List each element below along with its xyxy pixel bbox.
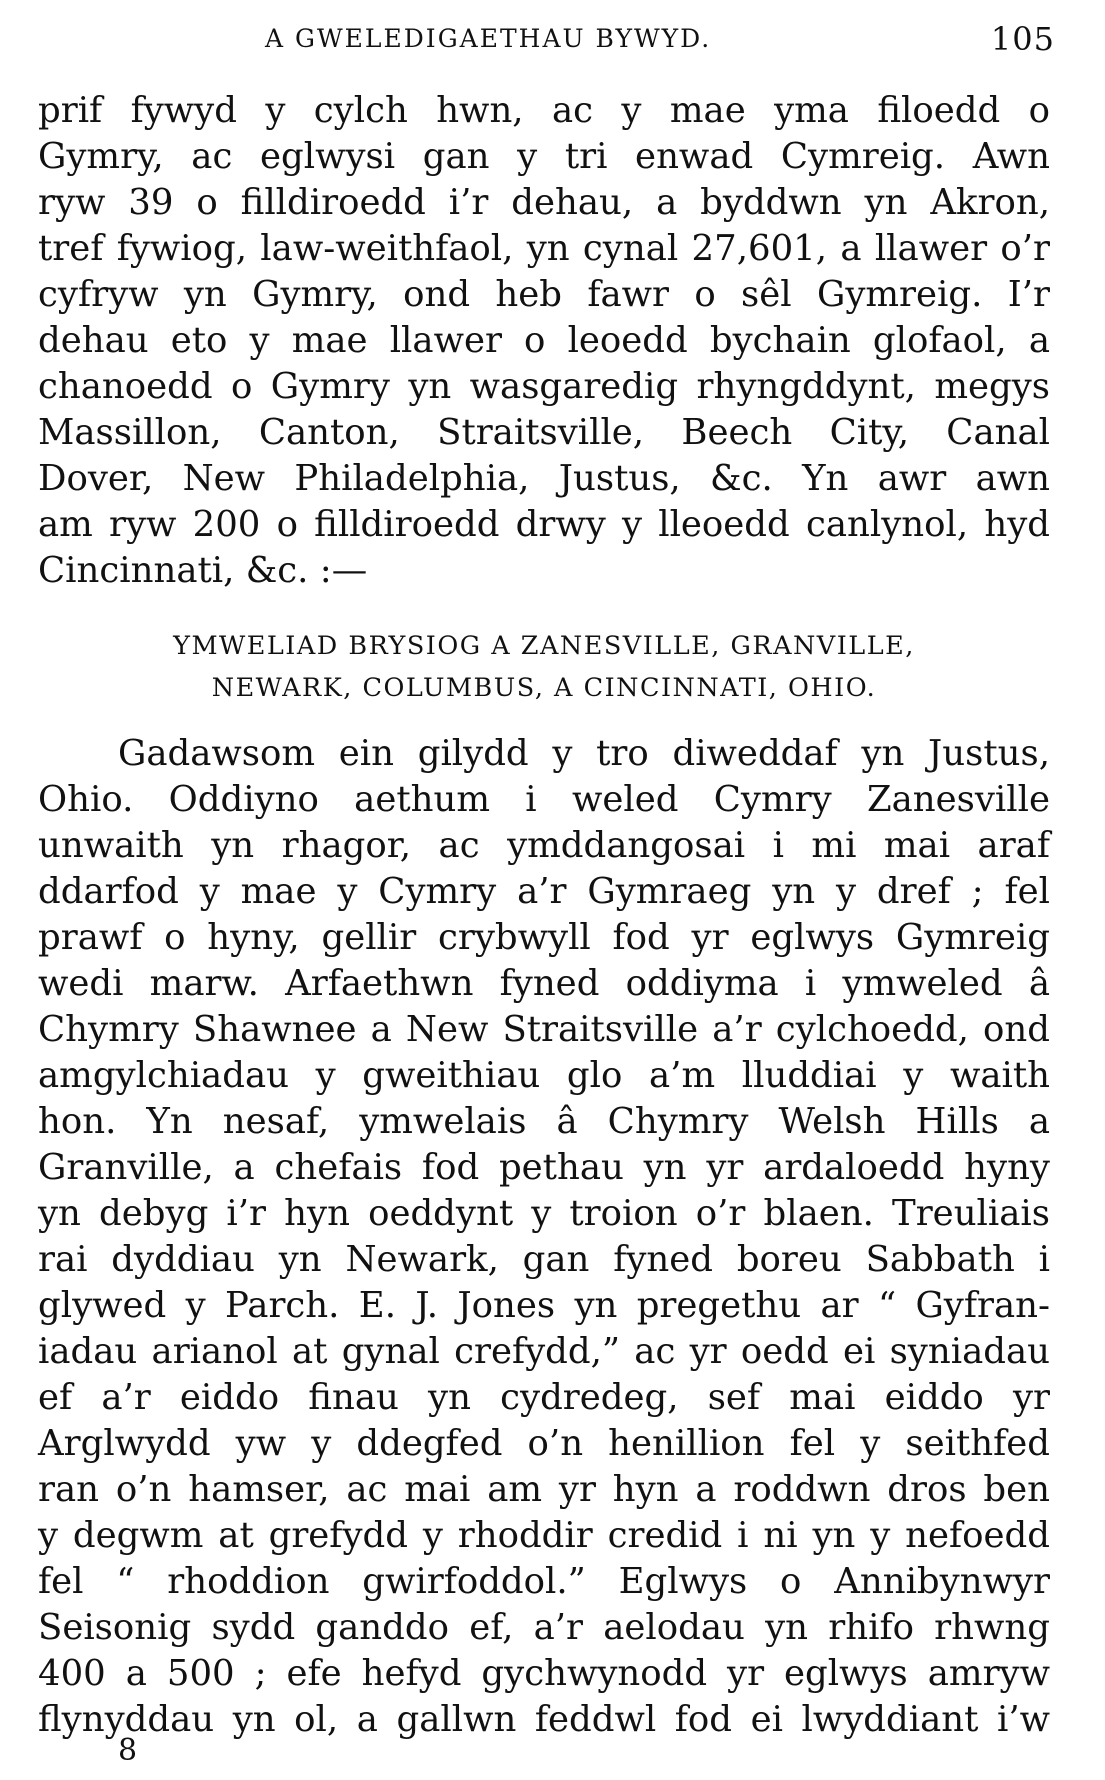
text-line: Massillon, Canton, Straitsville, Beech City, Canal	[38, 412, 1050, 453]
section-heading-line: NEWARK, COLUMBUS, A CINCINNATI, OHIO.	[211, 673, 877, 703]
text-line: hon. Yn nesaf, ymwelais â Chymry Welsh Hills a	[38, 1101, 1050, 1142]
section-heading-line: YMWELIAD BRYSIOG A ZANESVILLE, GRANVILLE,	[173, 631, 915, 661]
text-line: Gadawsom ein gilydd y tro diweddaf yn Justus,	[118, 733, 1050, 774]
text-line: prif fywyd y cylch hwn, ac y mae yma filoedd o	[38, 90, 1050, 131]
text-line: Dover, New Philadelphia, Justus, &c. Yn awr awn	[38, 458, 1050, 499]
text-line: unwaith yn rhagor, ac ymddangosai i mi mai araf	[38, 825, 1050, 866]
text-line: tref fywiog, law-weithfaol, yn cynal 27,601, a llawer o’r	[38, 228, 1050, 269]
text-line: Cincinnati, &c. :—	[38, 550, 368, 591]
text-line: Gymry, ac eglwysi gan y tri enwad Cymreig. Awn	[38, 136, 1050, 177]
text-line: am ryw 200 o filldiroedd drwy y lleoedd canlynol, hyd	[38, 504, 1050, 545]
text-line: ef a’r eiddo finau yn cydredeg, sef mai eiddo yr	[38, 1377, 1050, 1418]
text-line: dehau eto y mae llawer o leoedd bychain glofaol, a	[38, 320, 1050, 361]
text-line: wedi marw. Arfaethwn fyned oddiyma i ymweled â	[38, 963, 1050, 1004]
text-line: iadau arianol at gynal crefydd,” ac yr oedd ei syniadau	[38, 1331, 1050, 1372]
text-line: Seisonig sydd ganddo ef, a’r aelodau yn rhifo rhwng	[38, 1607, 1050, 1648]
running-title: A GWELEDIGAETHAU BYWYD.	[265, 24, 712, 53]
text-line: fel “ rhoddion gwirfoddol.” Eglwys o Annibynwyr	[38, 1561, 1050, 1602]
text-line: ryw 39 o filldiroedd i’r dehau, a byddwn yn Akron,	[38, 182, 1050, 223]
signature-mark: 8	[118, 1733, 138, 1768]
text-line: flynyddau yn ol, a gallwn feddwl fod ei lwyddiant i’w	[38, 1699, 1050, 1740]
running-head	[40, 20, 1055, 60]
text-line: chanoedd o Gymry yn wasgaredig rhyngddynt, megys	[38, 366, 1050, 407]
paragraph-1	[38, 88, 1050, 594]
text-line: prawf o hyny, gellir crybwyll fod yr eglwys Gymreig	[38, 917, 1050, 958]
section-heading	[38, 625, 1050, 709]
text-line: ran o’n hamser, ac mai am yr hyn a roddwn dros ben	[38, 1469, 1050, 1510]
text-line: yn debyg i’r hyn oeddynt y troion o’r blaen. Treuliais	[38, 1193, 1050, 1234]
text-line: Chymry Shawnee a New Straitsville a’r cylchoedd, ond	[38, 1009, 1050, 1050]
text-line: glywed y Parch. E. J. Jones yn pregethu ar “ Gyfran-	[38, 1285, 1050, 1326]
text-line: amgylchiadau y gweithiau glo a’m lluddiai y waith	[38, 1055, 1050, 1096]
text-line: 400 a 500 ; efe hefyd gychwynodd yr eglwys amryw	[38, 1653, 1050, 1694]
paragraph-2	[38, 731, 1050, 1743]
text-line: Arglwydd yw y ddegfed o’n henillion fel y seithfed	[38, 1423, 1050, 1464]
text-line: rai dyddiau yn Newark, gan fyned boreu Sabbath i	[38, 1239, 1050, 1280]
text-line: cyfryw yn Gymry, ond heb fawr o sêl Gymreig. I’r	[38, 274, 1050, 315]
page-number: 105	[990, 20, 1055, 58]
text-line: y degwm at grefydd y rhoddir credid i ni yn y nefoedd	[38, 1515, 1050, 1556]
text-line: Ohio. Oddiyno aethum i weled Cymry Zanesville	[38, 779, 1050, 820]
text-line: ddarfod y mae y Cymry a’r Gymraeg yn y dref ; fel	[38, 871, 1050, 912]
text-line: Granville, a chefais fod pethau yn yr ardaloedd hyny	[38, 1147, 1050, 1188]
